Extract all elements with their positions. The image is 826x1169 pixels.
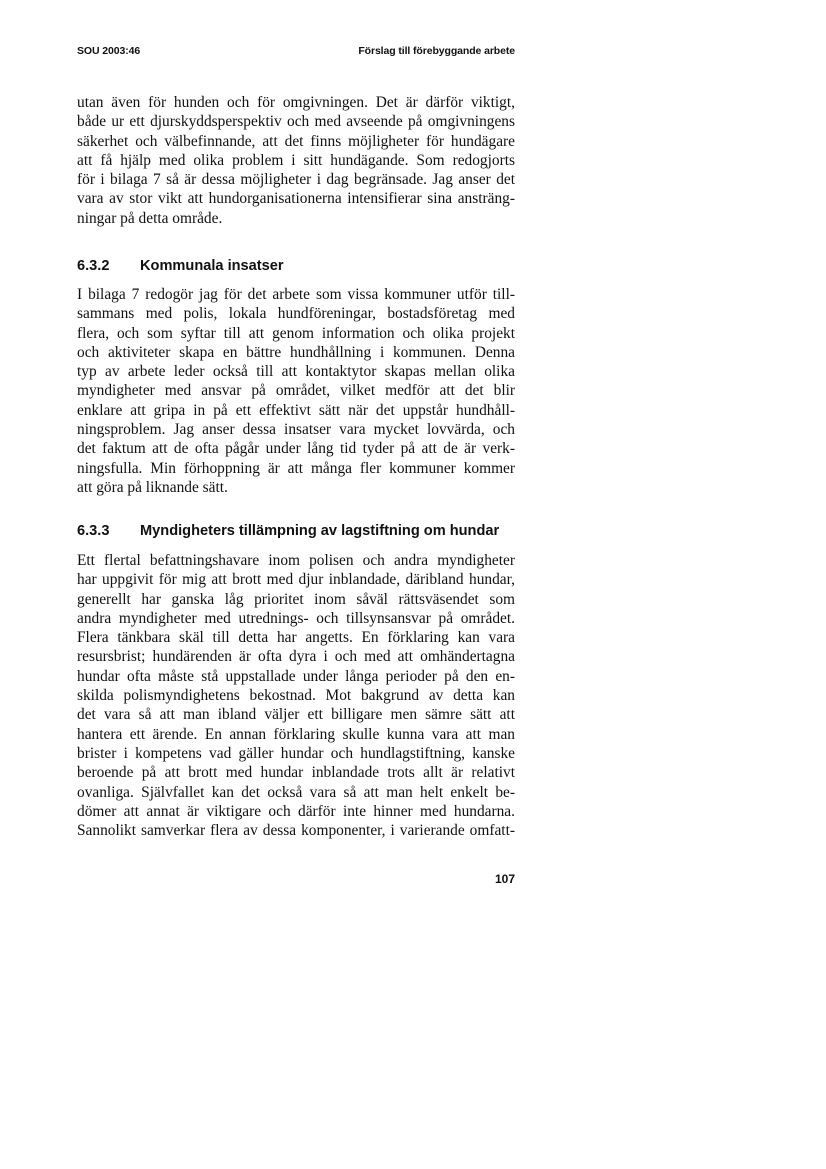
text-line: säkerhet och välbefinnande, att det finns möjligheter för hundägare: [77, 132, 515, 150]
text-line: beroende på att brott med hundar inblandade trots allt är relativt: [77, 764, 515, 782]
section-title: Myndigheters tillämpning av lagstiftning om hundar: [140, 523, 500, 539]
text-line: har uppgivit för mig att brott med djur inblandade, däribland hundar,: [77, 571, 515, 589]
text-line: resursbrist; hundärenden är ofta dyra i och med att omhändertagna: [77, 648, 515, 666]
section-number: 6.3.2: [77, 258, 110, 274]
text-line: flera, och som syftar till att genom information och olika projekt: [77, 324, 515, 342]
text-line: det faktum att de ofta pågår under lång tid tyder på att de är verk-: [77, 440, 515, 458]
text-line: I bilaga 7 redogör jag för det arbete som vissa kommuner utför till-: [77, 286, 515, 303]
text-line: enklare att gripa in på ett effektivt sätt när det uppstår hundhåll-: [77, 401, 515, 419]
paragraph-myndigheters-tillampning: [77, 551, 515, 840]
text-line: skilda polismyndighetens bekostnad. Mot bakgrund av detta kan: [77, 687, 515, 705]
text-line: det vara så att man ibland väljer ett billigare men sämre sätt att: [77, 706, 515, 724]
text-line: ningsproblem. Jag anser dessa insatser vara mycket lovvärda, och: [77, 421, 515, 439]
text-line: att göra på liknande sätt.: [77, 478, 228, 496]
text-line: Sannolikt samverkar flera av dessa komponenter, i varierande omfatt-: [77, 822, 515, 840]
text-line: Flera tänkbara skäl till detta har angetts. En förklaring kan vara: [77, 629, 515, 647]
header-chapter-title: Förslag till förebyggande arbete: [358, 45, 515, 57]
text-line: myndigheter med ansvar på området, vilket medför att det blir: [77, 382, 515, 400]
text-line: typ av arbete leder också till att kontaktytor skapas mellan olika: [77, 363, 515, 381]
text-line: utan även för hunden och för omgivningen. Det är därför viktigt,: [77, 94, 515, 111]
text-line: att få hjälp med olika problem i sitt hundägande. Som redogjorts: [77, 151, 515, 169]
section-heading-6-3-3: [77, 521, 537, 541]
text-line: brister i kompetens vad gäller hundar och hundlagstiftning, kanske: [77, 744, 515, 762]
section-number: 6.3.3: [77, 523, 110, 539]
paragraph-kommunala-insatser: [77, 285, 515, 497]
text-line: dömer att annat är viktigare och därför inte hinner med hundarna.: [77, 802, 515, 820]
section-heading-6-3-2: [77, 256, 537, 276]
text-line: andra myndigheter med utrednings- och tillsynsansvar på området.: [77, 609, 515, 627]
running-header: [77, 45, 515, 61]
text-line: ovanliga. Självfallet kan det också vara så att man helt enkelt be-: [77, 783, 515, 801]
text-line: både ur ett djurskyddsperspektiv och med avseende på omgivningens: [77, 113, 515, 131]
text-line: generellt har ganska låg prioritet inom såväl rättsväsendet som: [77, 590, 515, 608]
text-line: vara av stor vikt att hundorganisationerna intensifierar sina ansträng-: [77, 190, 515, 208]
text-line: ningar på detta område.: [77, 209, 223, 227]
paragraph-intro: [77, 93, 515, 228]
section-title: Kommunala insatser: [140, 258, 284, 274]
header-document-id: SOU 2003:46: [77, 45, 141, 57]
text-line: för i bilaga 7 så är dessa möjligheter i dag begränsade. Jag anser det: [77, 171, 515, 189]
page-number: 107: [494, 872, 515, 886]
text-line: och aktiviteter skapa en bättre hundhållning i kommunen. Denna: [77, 343, 515, 361]
text-line: ningsfulla. Min förhoppning är att många fler kommuner kommer: [77, 459, 515, 477]
text-line: hantera ett ärende. En annan förklaring skulle kunna vara att man: [77, 725, 515, 743]
text-line: sammans med polis, lokala hundföreningar, bostadsföretag med: [77, 305, 515, 323]
text-line: Ett flertal befattningshavare inom polisen och andra myndigheter: [77, 552, 515, 569]
text-line: hundar ofta måste stå uppstallade under långa perioder på den en-: [77, 667, 515, 685]
